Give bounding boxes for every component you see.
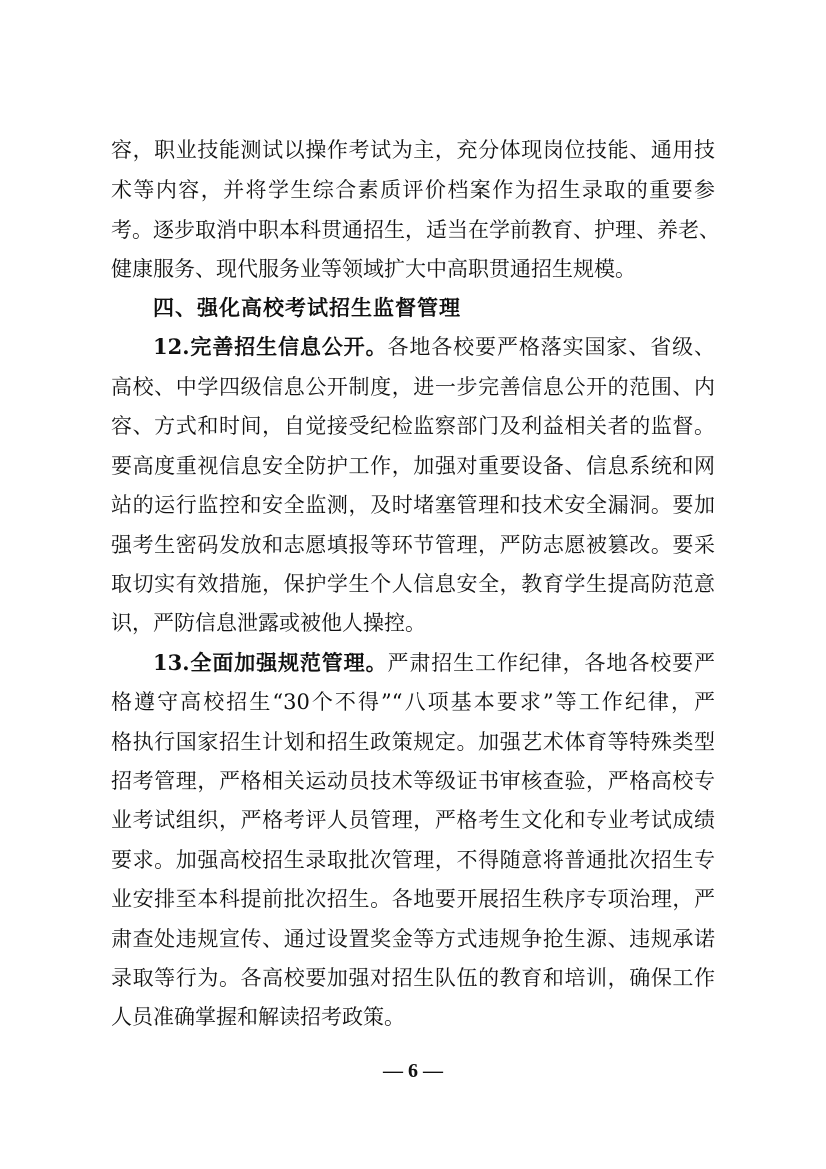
item-13-first-line (153, 645, 715, 681)
paragraph-line: 肃查处违规宣传、通过设置奖金等方式违规争抢生源、违规承诺 (111, 927, 715, 951)
paragraph-line: 高校、中学四级信息公开制度，进一步完善信息公开的范围、内 (111, 375, 715, 399)
paragraph-line: 格执行国家招生计划和招生政策规定。加强艺术体育等特殊类型 (111, 730, 715, 754)
paragraph-line: 站的运行监控和安全监测，及时堵塞管理和技术安全漏洞。要加 (111, 493, 715, 517)
paragraph-line: 术等内容，并将学生综合素质评价档案作为招生录取的重要参 (111, 178, 715, 202)
item-12-first-line (153, 329, 715, 365)
paragraph-line: 格遵守高校招生“30个不得”“八项基本要求”等工作纪律，严 (111, 690, 715, 714)
section-heading: 四、强化高校考试招生监督管理 (153, 296, 461, 320)
item-13-lead: 13.全面加强规范管理。 (153, 650, 388, 675)
item-12-lead: 12.完善招生信息公开。 (153, 334, 388, 359)
paragraph-line: 考。逐步取消中职本科贯通招生，适当在学前教育、护理、养老、 (111, 218, 720, 242)
paragraph-line: 容，职业技能测试以操作考试为主，充分体现岗位技能、通用技 (111, 138, 715, 162)
paragraph-line: 业安排至本科提前批次招生。各地要开展招生秩序专项治理，严 (111, 887, 715, 911)
paragraph-line: 识，严防信息泄露或被他人操控。 (111, 611, 426, 635)
paragraph-line: 招考管理，严格相关运动员技术等级证书审核查验，严格高校专 (111, 769, 715, 793)
paragraph-line: 业考试组织，严格考评人员管理，严格考生文化和专业考试成绩 (111, 808, 715, 832)
paragraph-line: 容、方式和时间，自觉接受纪检监察部门及利益相关者的监督。 (111, 414, 715, 438)
paragraph-line: 强考生密码发放和志愿填报等环节管理，严防志愿被篡改。要采 (111, 533, 715, 557)
paragraph-line: 要求。加强高校招生录取批次管理，不得随意将普通批次招生专 (111, 848, 715, 872)
paragraph-line: 取切实有效措施，保护学生个人信息安全，教育学生提高防范意 (111, 572, 715, 596)
item-13-first-rest: 严肃招生工作纪律，各地各校要严 (387, 651, 715, 675)
paragraph-line: 人员准确掌握和解读招考政策。 (111, 1005, 405, 1029)
paragraph-line: 要高度重视信息安全防护工作，加强对重要设备、信息系统和网 (111, 454, 715, 478)
page-number: — 6 — (383, 1060, 443, 1082)
paragraph-line: 录取等行为。各高校要加强对招生队伍的教育和培训，确保工作 (111, 966, 715, 990)
item-12-first-rest: 各地各校要严格落实国家、省级、 (387, 335, 715, 359)
paragraph-line: 健康服务、现代服务业等领域扩大中高职贯通招生规模。 (111, 257, 636, 281)
